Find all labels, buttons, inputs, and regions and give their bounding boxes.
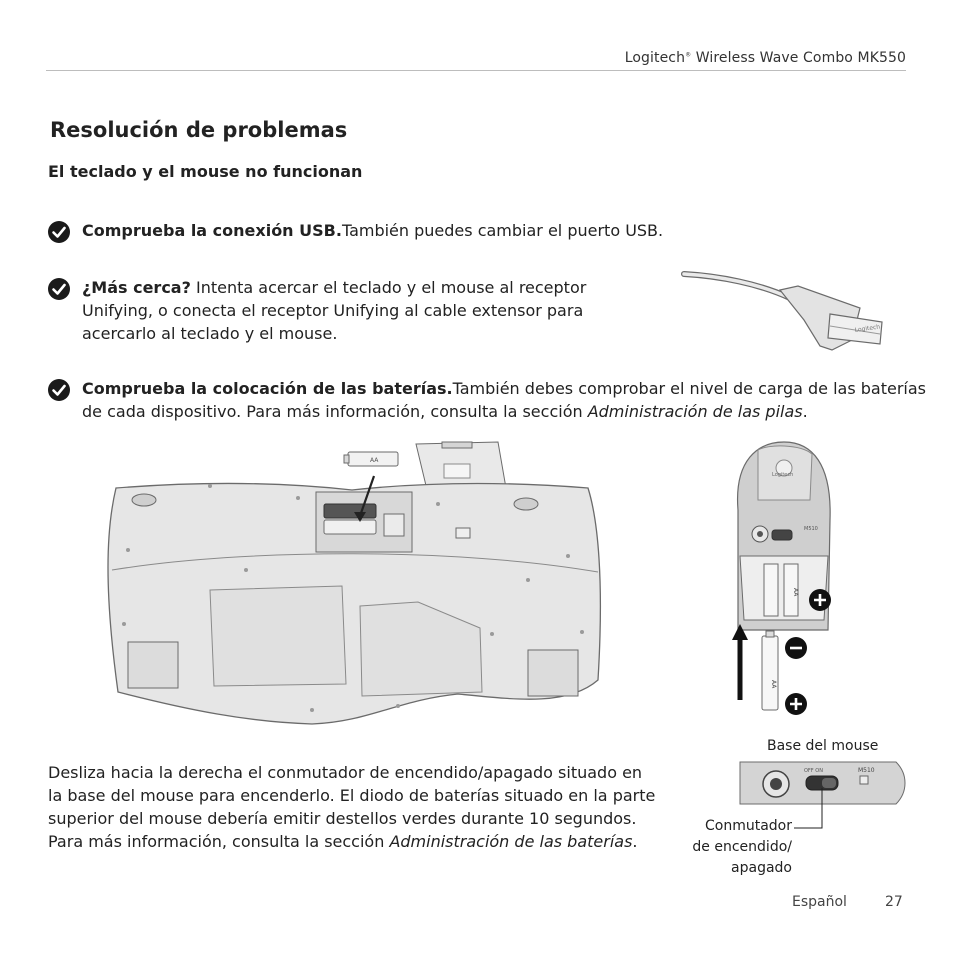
item-bold: Comprueba la conexión USB. <box>82 221 342 240</box>
keyboard-battery <box>344 452 398 466</box>
caption-power-switch: Conmutador de encendido/ apagado <box>692 818 792 876</box>
item-text: Intenta acercar el teclado y el mouse al receptor Unifying, o conecta el receptor Unifying al cable extensor para acercarlo al teclado y el mouse. <box>82 278 587 343</box>
mouse-logo: Logitech <box>772 472 794 478</box>
page-title: Resolución de problemas <box>50 118 348 142</box>
section-subtitle: El teclado y el mouse no funcionan <box>48 162 363 181</box>
mouse-underside-illustration <box>728 440 838 720</box>
item-italic: Administración de las pilas <box>587 402 803 421</box>
receiver-logo: Logitech <box>854 323 881 334</box>
item-bold: Comprueba la colocación de las baterías. <box>82 379 453 398</box>
header-rule <box>46 70 906 71</box>
check-item-usb <box>48 219 748 242</box>
checkmark-icon <box>48 379 70 401</box>
check-item-closer <box>48 276 658 345</box>
trademark: ® <box>685 51 692 59</box>
check-item-batteries: Comprueba la colocación de las baterías.También debes comprobar el nivel de carga de las baterías de cada dispositivo. Para más información, consulta la sección Administración de las pilas. <box>48 377 928 423</box>
item-bold: ¿Más cerca? <box>82 278 191 297</box>
battery-aa-label: AA <box>370 457 379 464</box>
loose-battery-aa: AA <box>770 680 777 689</box>
item-text: También puedes cambiar el puerto USB. <box>341 221 664 240</box>
product-name: Wireless Wave Combo MK550 <box>695 50 906 66</box>
header-brand <box>625 50 906 66</box>
switch-off-on-label: OFF ON <box>804 768 823 774</box>
page-number: 27 <box>885 894 903 910</box>
usb-receiver-illustration <box>680 268 890 358</box>
checkmark-icon <box>48 278 70 300</box>
keyboard-underside-illustration <box>98 440 606 732</box>
model-label: M510 <box>858 767 875 774</box>
switch-callout-line <box>792 786 832 832</box>
brand-name: Logitech <box>624 50 686 66</box>
power-switch-instructions: Desliza hacia la derecha el conmutador de encendido/apagado situado en la base del mouse para encenderlo. El diodo de baterías situado en la parte superior del mouse debería emitir destellos verdes durante 10 segundos. Para más información, consulta la sección Administración de las baterías. <box>48 763 656 851</box>
checkmark-icon <box>48 221 70 243</box>
mouse-model-small: M510 <box>804 526 818 532</box>
caption-mouse-base: Base del mouse <box>767 738 879 754</box>
item-text: También debes comprobar el nivel de carga de las baterías de cada dispositivo. Para más información, consulta la sección <box>82 379 927 421</box>
italic-reference: Administración de las baterías <box>389 832 633 851</box>
footer-language: Español <box>792 894 847 910</box>
mouse-battery-aa: AA <box>792 588 799 597</box>
